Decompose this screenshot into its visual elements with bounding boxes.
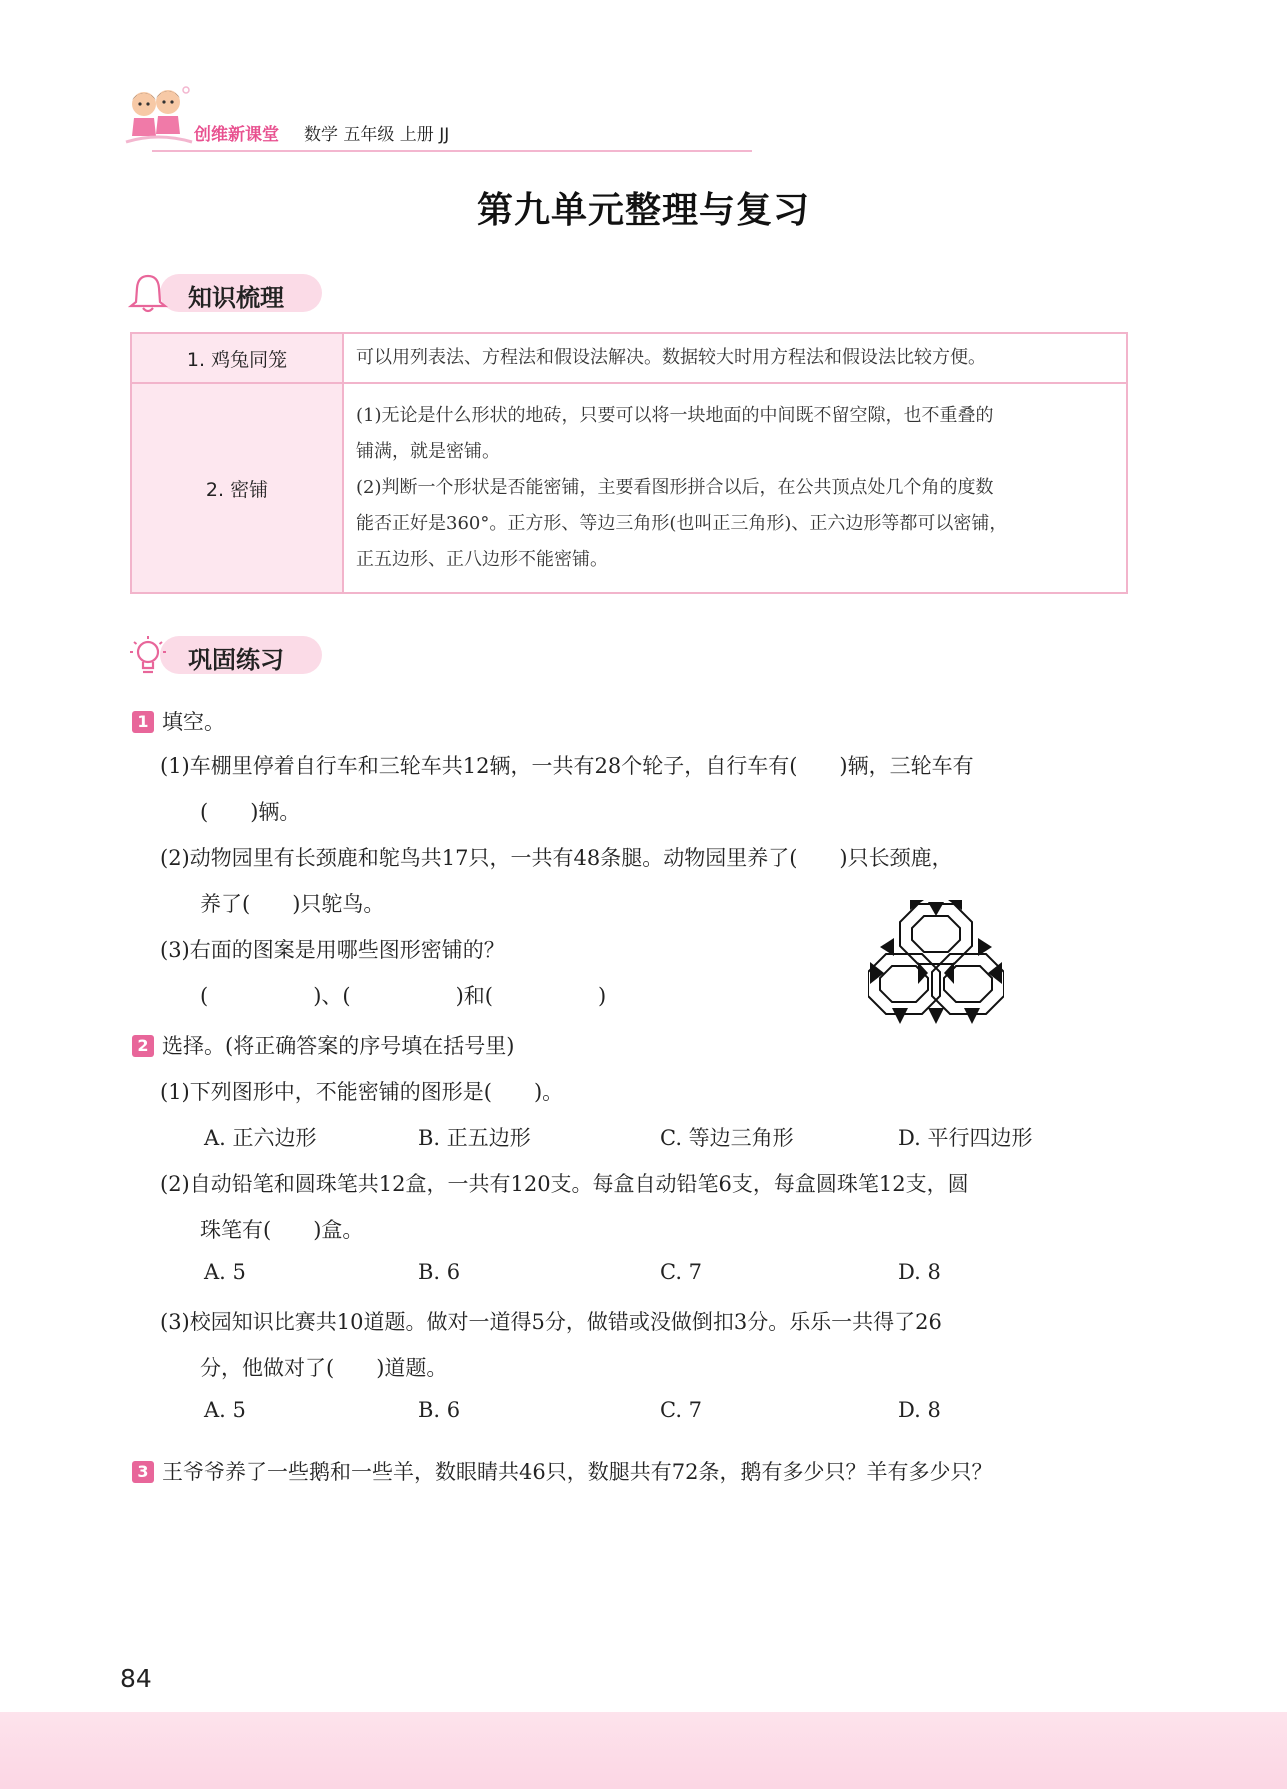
- question-line: (2)动物园里有长颈鹿和鸵鸟共17只，一共有48条腿。动物园里养了( )只长颈鹿，: [160, 846, 953, 870]
- question-line: ( )辆。: [200, 800, 301, 824]
- table-term: 2. 密铺: [131, 383, 343, 593]
- question-2-title: [132, 1030, 514, 1060]
- choice-option: B. 6: [418, 1398, 461, 1422]
- question-number-badge: 3: [132, 1461, 154, 1483]
- table-description: [343, 333, 1127, 383]
- question-3: [132, 1456, 992, 1486]
- question-line: 分，他做对了( )道题。: [200, 1356, 448, 1380]
- choice-option: C. 7: [660, 1398, 703, 1422]
- table-term: 1. 鸡兔同笼: [131, 333, 343, 383]
- lightbulb-icon: [128, 634, 168, 678]
- answer-blanks: ( )、( )和( ): [200, 984, 607, 1008]
- question-line: 珠笔有( )盒。: [200, 1218, 364, 1242]
- tessellation-figure: [868, 900, 1004, 1028]
- section-label: 巩固练习: [188, 646, 284, 674]
- choice-option: A. 5: [204, 1260, 246, 1284]
- description-line: 可以用列表法、方程法和假设法解决。数据较大时用方程法和假设法比较方便。: [356, 347, 986, 368]
- page-title: 第九单元整理与复习: [476, 190, 810, 231]
- question-line: (3)校园知识比赛共10道题。做对一道得5分，做错或没做倒扣3分。乐乐一共得了26: [160, 1310, 942, 1334]
- table-row: [131, 333, 1127, 383]
- choice-option: B. 正五边形: [418, 1126, 531, 1150]
- book-subject: 数学 五年级 上册 JJ: [304, 125, 450, 145]
- question-line: (3)右面的图案是用哪些图形密铺的？: [160, 938, 505, 962]
- choice-option: C. 7: [660, 1260, 703, 1284]
- choice-option: A. 正六边形: [204, 1126, 317, 1150]
- section-label: 知识梳理: [188, 284, 284, 312]
- question-text: 王爷爷养了一些鹅和一些羊，数眼睛共46只，数腿共有72条，鹅有多少只？羊有多少只？: [162, 1460, 993, 1484]
- description-line: (1)无论是什么形状的地砖，只要可以将一块地面的中间既不留空隙，也不重叠的: [356, 405, 994, 426]
- section-practice-heading: [122, 632, 342, 674]
- header-divider: [152, 150, 752, 152]
- bell-icon: [128, 272, 168, 316]
- table-description: [343, 383, 1127, 593]
- description-line: (2)判断一个形状是否能密铺，主要看图形拼合以后，在公共顶点处几个角的度数: [356, 477, 994, 498]
- choice-option: D. 8: [898, 1260, 941, 1284]
- question-number-badge: 1: [132, 711, 154, 733]
- question-title-text: 填空。: [162, 710, 225, 734]
- description-line: 铺满，就是密铺。: [356, 441, 500, 462]
- page-header: [122, 84, 1127, 154]
- question-line: (1)车棚里停着自行车和三轮车共12辆，一共有28个轮子，自行车有( )辆，三轮车有: [160, 754, 974, 778]
- section-knowledge-heading: [122, 270, 342, 312]
- question-line: 养了( )只鸵鸟。: [200, 892, 385, 916]
- choice-option: B. 6: [418, 1260, 461, 1284]
- description-line: 能否正好是360°。正方形、等边三角形(也叫正三角形)、正六边形等都可以密铺，: [356, 513, 1008, 534]
- brand-name: 创维新课堂: [194, 125, 279, 145]
- question-1-title: [132, 706, 225, 736]
- question-title-text: 选择。(将正确答案的序号填在括号里): [162, 1034, 515, 1058]
- page-number: 84: [120, 1664, 152, 1693]
- question-line: (1)下列图形中，不能密铺的图形是( )。: [160, 1080, 564, 1104]
- knowledge-table: [130, 332, 1128, 594]
- choice-option: C. 等边三角形: [660, 1126, 794, 1150]
- table-row: [131, 383, 1127, 593]
- question-number-badge: 2: [132, 1035, 154, 1057]
- footer-band: [0, 1712, 1287, 1789]
- children-mascot-icon: [122, 84, 194, 154]
- question-line: (2)自动铅笔和圆珠笔共12盒，一共有120支。每盒自动铅笔6支，每盒圆珠笔12支，圆: [160, 1172, 969, 1196]
- choice-option: D. 平行四边形: [898, 1126, 1033, 1150]
- choice-option: D. 8: [898, 1398, 941, 1422]
- description-line: 正五边形、正八边形不能密铺。: [356, 549, 608, 570]
- choice-option: A. 5: [204, 1398, 246, 1422]
